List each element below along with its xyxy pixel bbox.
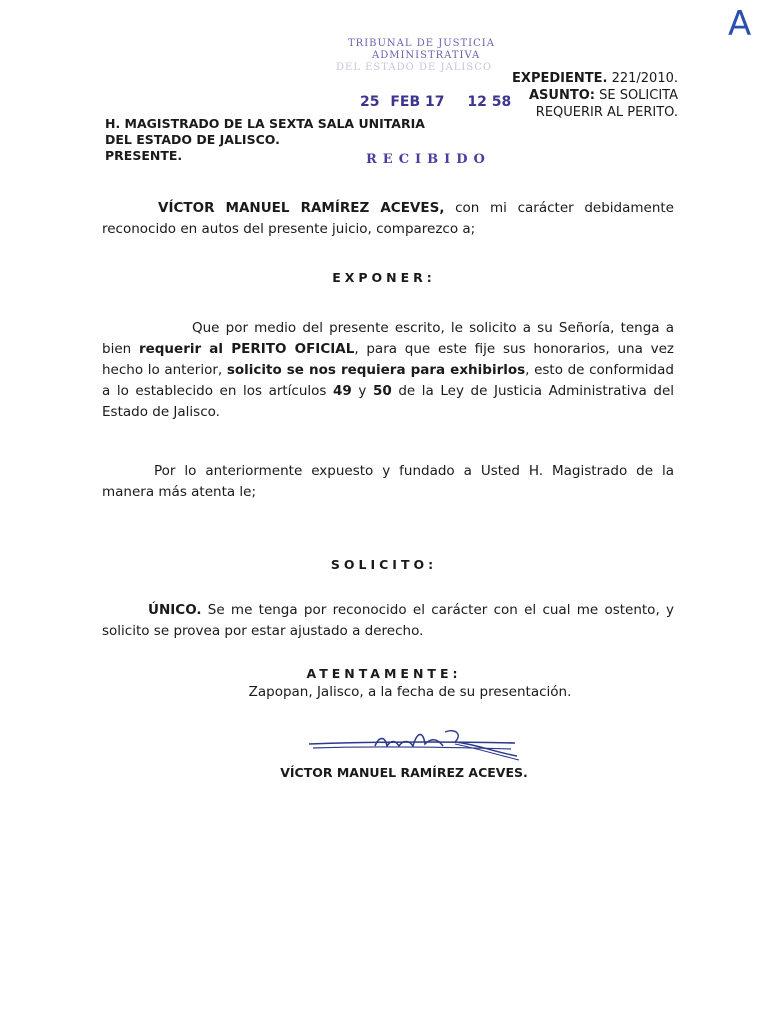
closing-atentamente: ATENTAMENTE: xyxy=(306,666,462,681)
stamp-time: 12 58 xyxy=(467,94,512,110)
expediente-label: EXPEDIENTE. xyxy=(512,71,608,86)
addressee xyxy=(105,116,425,164)
stamp-year: 17 xyxy=(425,94,445,110)
stamp-line-3: DEL ESTADO DE JALISCO xyxy=(336,62,493,73)
heading-exponer: EXPONER: xyxy=(332,270,436,285)
intro-text: con mi carácter debidamente reconocido en autos del presente juicio, comparezco a; xyxy=(102,200,674,237)
body1-text-4: y xyxy=(351,383,373,399)
intro-name: VÍCTOR MANUEL RAMÍREZ ACEVES, xyxy=(158,200,445,216)
expediente-line xyxy=(478,70,678,87)
stamp-line-1: TRIBUNAL DE JUSTICIA xyxy=(348,38,495,49)
stamp-received: RECIBIDO xyxy=(366,152,491,167)
body-paragraph-1 xyxy=(102,318,674,423)
body1-text-3: , esto de conformidad a lo establecido en los artículos xyxy=(102,362,674,399)
asunto-value-1: SE SOLICITA xyxy=(599,88,678,103)
body1-bold-2: solicito se nos requiera para exhibirlos xyxy=(226,362,526,378)
addressee-line-3: PRESENTE. xyxy=(105,148,183,163)
corner-handwritten-mark: A xyxy=(728,4,752,44)
body1-article-49: 49 xyxy=(333,383,352,399)
unico-paragraph xyxy=(102,600,674,642)
stamp-line-2: ADMINISTRATIVA xyxy=(372,50,481,61)
closing-place-date: Zapopan, Jalisco, a la fecha de su presentación. xyxy=(248,684,572,700)
asunto-line xyxy=(478,87,678,104)
unico-label: ÚNICO. xyxy=(148,602,202,618)
body1-text-5: de la Ley de Justicia Administrativa del Estado de Jalisco. xyxy=(102,383,675,420)
addressee-line-2: DEL ESTADO DE JALISCO. xyxy=(105,132,280,147)
intro-paragraph xyxy=(102,198,674,240)
asunto-label: ASUNTO: xyxy=(528,88,595,103)
body1-text-1: Que por medio del presente escrito, le solicito a su Señoría, tenga a bien xyxy=(102,320,674,357)
body-paragraph-2: Por lo anteriormente expuesto y fundado a Usted H. Magistrado de la manera más atenta le; xyxy=(102,463,674,500)
case-info xyxy=(478,70,678,121)
addressee-line-1: H. MAGISTRADO DE LA SEXTA SALA UNITARIA xyxy=(105,116,425,131)
expediente-value: 221/2010. xyxy=(611,71,678,86)
signer-name: VÍCTOR MANUEL RAMÍREZ ACEVES. xyxy=(280,765,528,780)
stamp-day: 25 xyxy=(360,94,380,110)
stamp-month: FEB xyxy=(390,94,421,110)
heading-solicito: SOLICITO: xyxy=(330,557,438,572)
handwritten-signature xyxy=(305,722,525,764)
asunto-value-2: REQUERIR AL PERITO. xyxy=(535,105,678,120)
unico-text: Se me tenga por reconocido el carácter con el cual me ostento, y solicito se provea por estar ajustado a derecho. xyxy=(102,602,674,639)
body1-text-2: , para que este fije sus honorarios, una vez hecho lo anterior, xyxy=(102,341,674,378)
body1-bold-1: requerir al PERITO OFICIAL xyxy=(138,341,355,357)
body1-article-50: 50 xyxy=(372,383,392,399)
